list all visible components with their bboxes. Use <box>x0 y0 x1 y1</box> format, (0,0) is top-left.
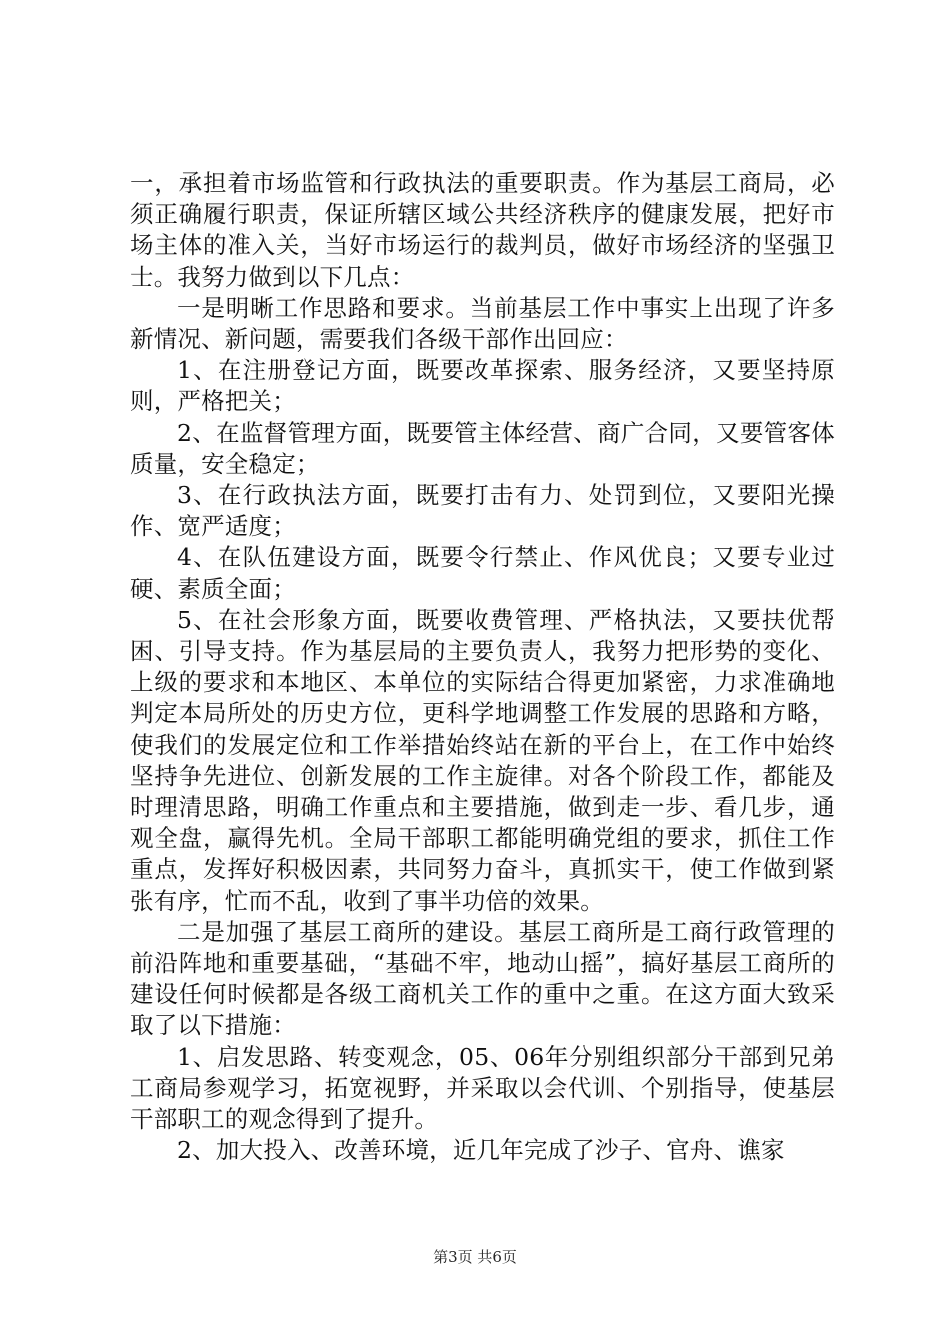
paragraph-item-5-image: 5、在社会形象方面，既要收费管理、严格执法，又要扶优帮困、引导支持。作为基层局的主要负责人，我努力把形势的变化、上级的要求和本地区、本单位的实际结合得更加紧密，力求准确地判定本局所处的历史方位，更科学地调整工作发展的思路和方略，使我们的发展定位和工作举措始终站在新的平台上，在工作中始终坚持争先进位、创新发展的工作主旋律。对各个阶段工作，都能及时理清思路，明确工作重点和主要措施，做到走一步、看几步，通观全盘，赢得先机。全局干部职工都能明确党组的要求，抓住工作重点，发挥好积极因素，共同努力奋斗，真抓实干，使工作做到紧张有序，忙而不乱，收到了事半功倍的效果。 <box>130 605 835 915</box>
paragraph-measure-1: 1、启发思路、转变观念，05、06年分别组织部分干部到兄弟工商局参观学习，拓宽视野，并采取以会代训、个别指导，使基层干部职工的观念得到了提升。 <box>130 1042 835 1134</box>
paragraph-item-2-supervision: 2、在监督管理方面，既要管主体经营、商广合同，又要管客体质量，安全稳定； <box>130 418 835 478</box>
paragraph-point-one: 一是明晰工作思路和要求。当前基层工作中事实上出现了许多新情况、新问题，需要我们各级干部作出回应： <box>130 293 835 354</box>
document-body <box>130 168 835 1167</box>
paragraph-intro: 一，承担着市场监管和行政执法的重要职责。作为基层工商局，必须正确履行职责，保证所辖区域公共经济秩序的健康发展，把好市场主体的准入关，当好市场运行的裁判员，做好市场经济的坚强卫士。我努力做到以下几点： <box>130 169 835 291</box>
paragraph-item-3-enforcement: 3、在行政执法方面，既要打击有力、处罚到位，又要阳光操作、宽严适度； <box>130 481 835 541</box>
paragraph-item-4-team: 4、在队伍建设方面，既要令行禁止、作风优良；又要专业过硬、素质全面； <box>130 543 835 603</box>
paragraph-measure-2: 2、加大投入、改善环境，近几年完成了沙子、官舟、谯家 <box>177 1136 785 1165</box>
paragraph-item-1-registration: 1、在注册登记方面，既要改革探索、服务经济，又要坚持原则，严格把关； <box>130 356 835 416</box>
paragraph-point-two: 二是加强了基层工商所的建设。基层工商所是工商行政管理的前沿阵地和重要基础，“基础不牢，地动山摇”，搞好基层工商所的建设任何时候都是各级工商机关工作的重中之重。在这方面大致采取了以下措施： <box>130 917 835 1040</box>
page-number-footer: 第3页 共6页 <box>433 1248 517 1266</box>
